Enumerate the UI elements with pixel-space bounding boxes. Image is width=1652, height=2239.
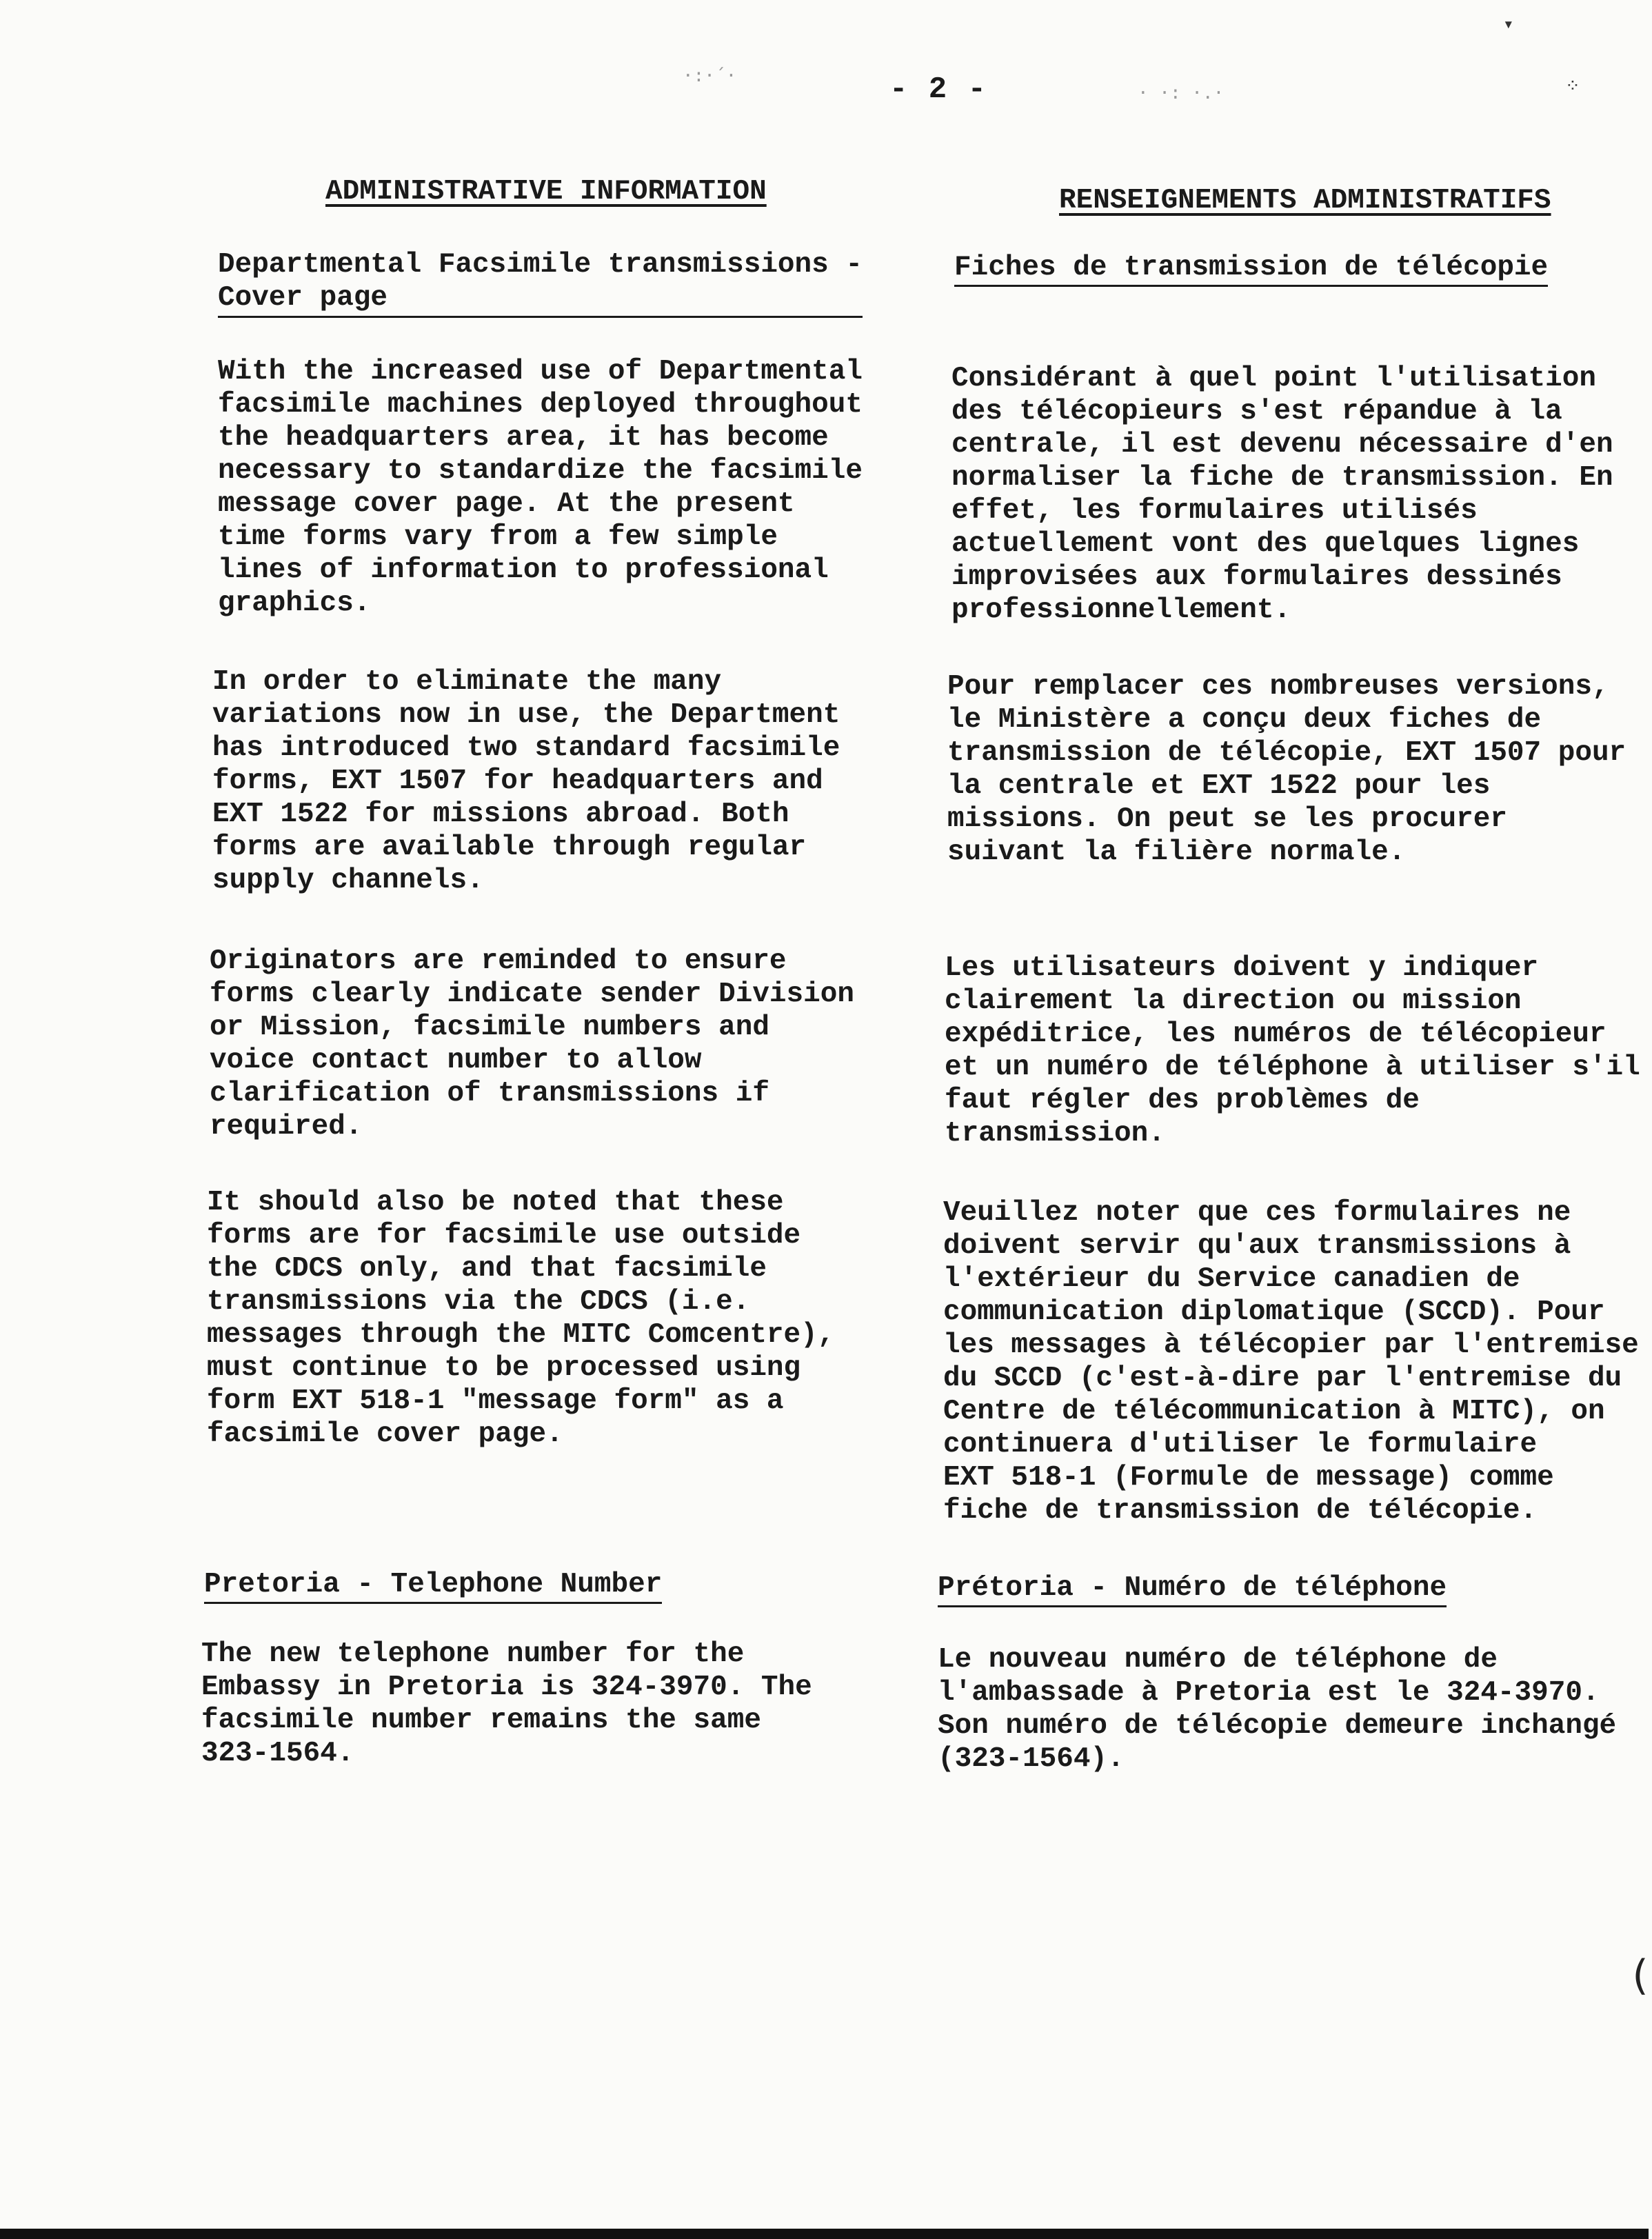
left-paragraph-4: It should also be noted that these forms are for facsimile use outside the CDCS only, and that facsimile transmissions via the CDCS (i.e. messages through the MITC Comcentre), must continue to be processed using form EXT 518-1 "message form" as a facsimile cover page. [207, 1187, 835, 1450]
right-paragraph-5: Le nouveau numéro de téléphone de l'ambassade à Pretoria est le 324-3970. Son numéro de télécopie demeure inchangé (323-1564). [938, 1644, 1617, 1775]
right-section-2-title-wrap [938, 1572, 1447, 1607]
right-paragraph-4: Veuillez noter que ces formulaires ne doivent servir qu'aux transmissions à l'extérieur du Service canadien de communication diplomatique (SCCD). Pour les messages à télécopier par l'entremise du SCCD (c'est-à-dire par l'entremise du Centre de télécommunication à MITC), on continuera d'utiliser le formulaire EXT 518-1 (Formule de message) comme fiche de transmission de télécopie. [943, 1197, 1639, 1527]
page-bottom-edge [0, 2229, 1649, 2239]
left-section-2-title-wrap [204, 1569, 662, 1604]
right-section-1-title-wrap [954, 252, 1548, 287]
right-heading: RENSEIGNEMENTS ADMINISTRATIFS [1059, 185, 1551, 217]
right-paragraph-1: Considérant à quel point l'utilisation des télécopieurs s'est répandue à la centrale, il est devenu nécessaire d'en normaliser la fiche de transmission. En effet, les formulaires utilisés actuellement vont des quelques lignes improvisées aux formulaires dessinés professionnellement. [951, 363, 1613, 626]
scan-noise: ·:·´· [683, 66, 737, 86]
scan-noise: ( [1627, 1951, 1652, 2000]
scan-noise: · ·: ·.· [1138, 83, 1225, 103]
left-section-2-title: Pretoria - Telephone Number [204, 1569, 662, 1604]
right-paragraph-3: Les utilisateurs doivent y indiquer clairement la direction ou mission expéditrice, les numéros de télécopieur et un numéro de téléphone à utiliser s'il faut régler des problèmes de transmission. [945, 952, 1640, 1149]
left-section-1-title-wrap [218, 248, 942, 318]
left-paragraph-2: In order to eliminate the many variations now in use, the Department has introduced two standard facsimile forms, EXT 1507 for headquarters and EXT 1522 for missions abroad. Both forms are available through regular supply channels. [212, 666, 840, 896]
right-section-2-title: Prétoria - Numéro de téléphone [938, 1572, 1447, 1607]
left-heading: ADMINISTRATIVE INFORMATION [325, 176, 767, 208]
left-section-1-title: Departmental Facsimile transmissions - Cover page [218, 248, 863, 318]
left-paragraph-3: Originators are reminded to ensure forms clearly indicate sender Division or Mission, facsimile numbers and voice contact number to allow clarification of transmissions if required. [210, 945, 854, 1143]
right-paragraph-2: Pour remplacer ces nombreuses versions, le Ministère a conçu deux fiches de transmission de télécopie, EXT 1507 pour la centrale et EXT 1522 pour les missions. On peut se les procurer suivant la filière normale. [947, 671, 1626, 868]
left-paragraph-1: With the increased use of Departmental facsimile machines deployed throughout the headquarters area, it has become necessary to standardize the facsimile message cover page. At the present time forms vary from a few simple lines of information to professional graphics. [218, 356, 863, 619]
right-section-1-title: Fiches de transmission de télécopie [954, 252, 1548, 287]
scan-noise: ▾ [1503, 14, 1514, 34]
page-number: - 2 - [889, 72, 988, 107]
left-paragraph-5: The new telephone number for the Embassy in Pretoria is 324-3970. The facsimile number remains the same 323-1564. [201, 1638, 812, 1769]
scan-noise: ⁘ [1565, 76, 1580, 97]
